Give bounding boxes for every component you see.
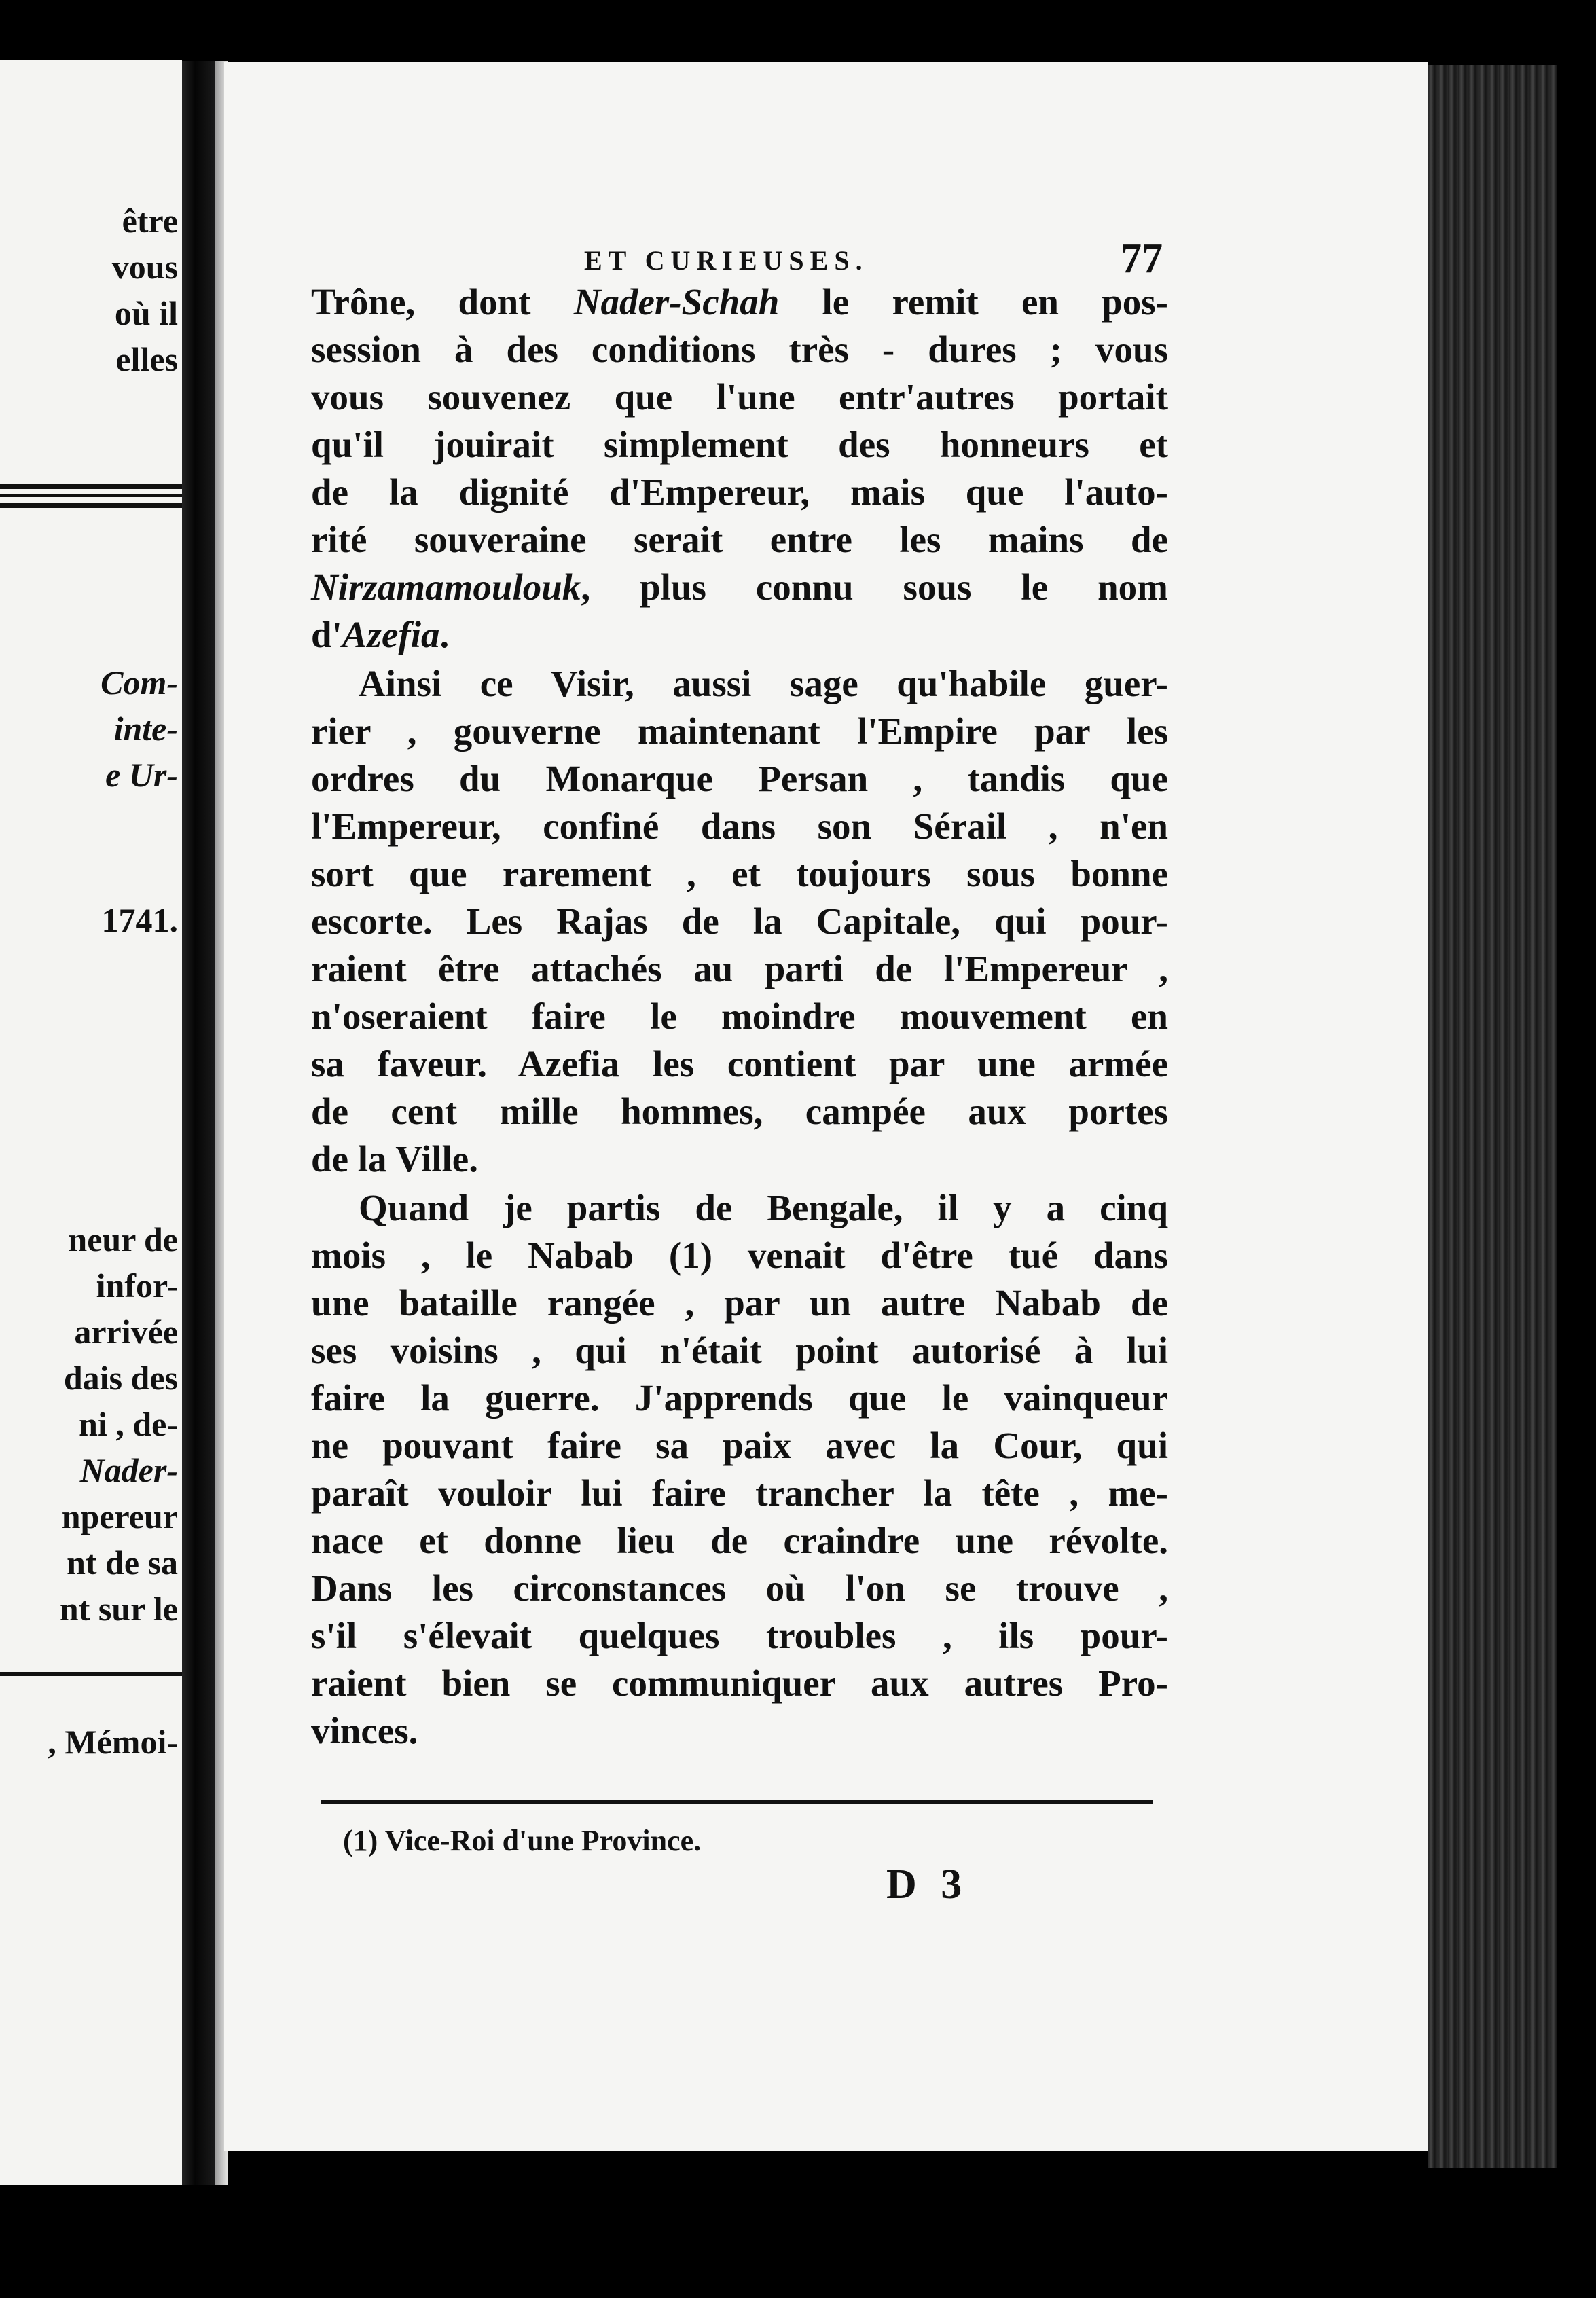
left-page-text-fragment: vous — [111, 248, 178, 286]
text-run: raient bien se communiquer aux autres Pro- — [311, 1662, 1168, 1704]
text-run: faire la guerre. J'apprends que le vainqueur — [311, 1377, 1168, 1419]
left-page-text-fragment: inte- — [113, 710, 178, 748]
page-edges — [1428, 65, 1557, 2168]
text-run: . — [439, 614, 450, 655]
text-line — [311, 803, 1168, 850]
left-page-text-fragment: dais des — [63, 1359, 178, 1397]
text-line — [311, 1232, 1168, 1279]
text-line — [311, 1040, 1168, 1088]
text-run: ses voisins , qui n'était point autorisé à lui — [311, 1330, 1168, 1371]
page-number: 77 — [1121, 236, 1163, 282]
text-run: rier , gouverne maintenant l'Empire par les — [311, 710, 1168, 752]
footnote: (1) Vice-Roi d'une Province. — [343, 1824, 702, 1857]
text-line — [311, 278, 1168, 326]
body-text — [311, 278, 1168, 1755]
previous-page-fragment — [0, 60, 182, 2185]
text-run: , plus connu sous le nom — [581, 566, 1168, 608]
left-page-text-fragment: infor- — [96, 1266, 178, 1305]
text-run: le remit en pos- — [779, 281, 1168, 323]
text-line — [311, 755, 1168, 803]
text-run: sort que rarement , et toujours sous bonne — [311, 853, 1168, 894]
text-run: mois , le Nabab (1) venait d'être tué dans — [311, 1235, 1168, 1276]
text-run: une bataille rangée , par un autre Nabab de — [311, 1282, 1168, 1324]
left-page-text-fragment: nt sur le — [59, 1590, 178, 1628]
text-line — [311, 564, 1168, 611]
text-line — [311, 898, 1168, 945]
left-page-text-fragment: être — [122, 202, 178, 240]
left-page-text-fragment: arrivée — [74, 1313, 178, 1351]
left-page-text-fragment: elles — [115, 340, 178, 378]
text-line — [311, 1612, 1168, 1660]
text-run: vous souvenez que l'une entr'autres portait — [311, 376, 1168, 418]
text-run: ordres du Monarque Persan , tandis que — [311, 758, 1168, 799]
text-run: Quand je partis de Bengale, il y a cinq — [359, 1187, 1168, 1228]
text-run: Trône, dont — [311, 281, 574, 323]
left-page-text-fragment: npereur — [61, 1497, 178, 1535]
text-run: d' — [311, 614, 342, 655]
book-gutter — [182, 61, 215, 2185]
text-line — [311, 421, 1168, 469]
text-line — [311, 1707, 1168, 1755]
left-page-text-fragment: 1741. — [101, 901, 178, 939]
text-line — [311, 611, 1168, 659]
text-line — [311, 1279, 1168, 1327]
italic-name: Azefia — [342, 614, 440, 655]
text-line — [311, 1135, 1168, 1183]
text-run: qu'il jouirait simplement des honneurs et — [311, 424, 1168, 465]
text-run: s'il s'élevait quelques troubles , ils pour- — [311, 1615, 1168, 1656]
text-line — [311, 993, 1168, 1040]
paragraph — [311, 278, 1168, 659]
text-line — [311, 850, 1168, 898]
paragraph — [311, 660, 1168, 1183]
italic-name: Nader-Schah — [573, 281, 780, 323]
left-page-text-fragment: ni , de- — [79, 1405, 178, 1443]
left-page-rule — [0, 494, 182, 497]
left-page-text-fragment: nt de sa — [67, 1544, 178, 1582]
text-run: raient être attachés au parti de l'Empereur , — [311, 948, 1168, 989]
text-line — [311, 1374, 1168, 1422]
text-run: paraît vouloir lui faire trancher la tête , me- — [311, 1472, 1168, 1514]
left-page-rule — [0, 484, 182, 489]
text-run: vinces. — [311, 1710, 418, 1751]
italic-name: Nirzamamoulouk — [311, 566, 581, 608]
text-line — [311, 516, 1168, 564]
left-page-text-fragment: neur de — [68, 1220, 178, 1258]
text-line — [311, 469, 1168, 516]
left-page-text-fragment: Nader- — [79, 1451, 178, 1489]
text-run: l'Empereur, confiné dans son Sérail , n'en — [311, 805, 1168, 847]
text-line — [311, 708, 1168, 755]
text-run: de la Ville. — [311, 1138, 478, 1180]
text-line — [311, 1088, 1168, 1135]
footnote-rule — [321, 1800, 1153, 1804]
left-page-text-fragment: , Mémoi- — [48, 1723, 178, 1761]
paragraph — [311, 1184, 1168, 1755]
text-line — [311, 1184, 1168, 1232]
text-line — [311, 1470, 1168, 1517]
text-line — [311, 945, 1168, 993]
text-run: de cent mille hommes, campée aux portes — [311, 1091, 1168, 1132]
text-run: de la dignité d'Empereur, mais que l'auto- — [311, 471, 1168, 513]
left-page-text-fragment: Com- — [101, 663, 178, 701]
text-line — [311, 1327, 1168, 1374]
text-line — [311, 326, 1168, 373]
text-run: session à des conditions très - dures ; vous — [311, 329, 1168, 370]
running-head: ET CURIEUSES. — [584, 245, 869, 276]
text-line — [311, 660, 1168, 708]
text-line — [311, 373, 1168, 421]
text-run: escorte. Les Rajas de la Capitale, qui pour- — [311, 900, 1168, 942]
left-page-text-fragment: où il — [114, 294, 178, 332]
text-line — [311, 1660, 1168, 1707]
left-page-rule — [0, 1672, 182, 1676]
left-page-text-fragment: e Ur- — [105, 756, 178, 794]
text-run: n'oseraient faire le moindre mouvement en — [311, 996, 1168, 1037]
text-line — [311, 1422, 1168, 1470]
text-line — [311, 1565, 1168, 1612]
text-run: Dans les circonstances où l'on se trouve , — [311, 1567, 1168, 1609]
text-run: nace et donne lieu de craindre une révolte. — [311, 1520, 1168, 1561]
text-run: rité souveraine serait entre les mains de — [311, 519, 1168, 560]
signature-mark: D 3 — [886, 1861, 969, 1908]
text-run: sa faveur. Azefia les contient par une armée — [311, 1043, 1168, 1084]
text-line — [311, 1517, 1168, 1565]
text-run: Ainsi ce Visir, aussi sage qu'habile guer- — [359, 663, 1168, 704]
left-page-rule — [0, 503, 182, 508]
text-run: ne pouvant faire sa paix avec la Cour, qui — [311, 1425, 1168, 1466]
